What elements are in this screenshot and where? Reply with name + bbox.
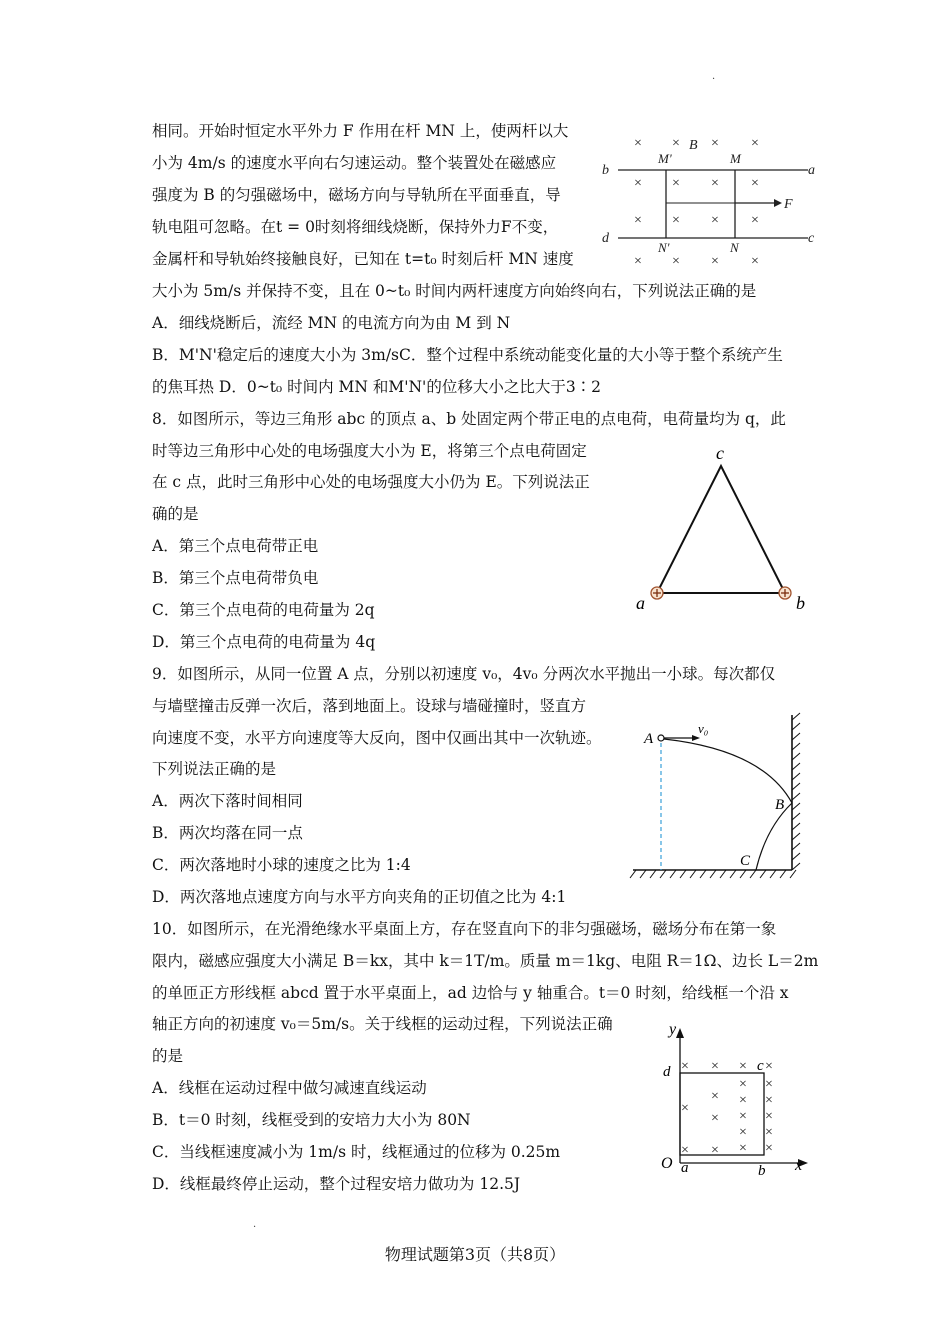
q10-label-d: d	[663, 1064, 671, 1080]
svg-text:×: ×	[672, 176, 680, 191]
q8-figure-triangle	[628, 440, 818, 615]
q10-stem-line-3: 的单匝正方形线框 abcd 置于水平桌面上，ad 边恰与 y 轴重合。t＝0 时刻，给线框一个沿 x	[152, 984, 789, 1002]
q10-option-b: B．t＝0 时刻，线框受到的安培力大小为 80N	[152, 1111, 471, 1129]
q9-stem-line-4: 下列说法正确的是	[152, 760, 277, 778]
q10-stem-line-2: 限内，磁感应强度大小满足 B＝kx，其中 k＝1T/m。质量 m＝1kg、电阻 R＝1Ω、边长 L＝2m	[152, 952, 819, 970]
decor-dot: ·	[712, 74, 716, 85]
q7-line-2: 小为 4m/s 的速度水平向右匀速运动。整个装置处在磁感应	[152, 154, 557, 172]
q7-label-F: F	[784, 197, 793, 212]
q8-stem-line-3: 在 c 点，此时三角形中心处的电场强度大小仍为 E。下列说法正	[152, 473, 590, 491]
q9-stem-line-3: 向速度不变，水平方向速度等大反向，图中仅画出其中一次轨迹。	[152, 729, 602, 747]
q10-label-y: y	[669, 1021, 677, 1038]
svg-text:×: ×	[751, 176, 759, 191]
q7-label-M-prime: M'	[658, 151, 672, 166]
q9-label-C: C	[740, 853, 751, 869]
svg-text:×: ×	[634, 176, 642, 191]
svg-text:×: ×	[765, 1077, 773, 1092]
q9-option-c: C．两次落地时小球的速度之比为 1:4	[152, 856, 411, 874]
q7-label-N-prime: N'	[658, 240, 670, 255]
q7-label-B: B	[689, 138, 698, 153]
svg-text:×: ×	[765, 1141, 773, 1156]
svg-text:×: ×	[634, 213, 642, 228]
svg-text:×: ×	[634, 254, 642, 269]
q9-option-b: B．两次均落在同一点	[152, 824, 303, 842]
q10-stem-line-4: 轴正方向的初速度 v₀＝5m/s。关于线框的运动过程，下列说法正确	[152, 1015, 613, 1033]
q10-figure-coil	[655, 1018, 825, 1183]
svg-text:×: ×	[739, 1059, 747, 1074]
q9-stem-line-2: 与墙壁撞击反弹一次后，落到地面上。设球与墙碰撞时，竖直方	[152, 697, 587, 715]
q9-option-d: D．两次落地点速度方向与水平方向夹角的正切值之比为 4:1	[152, 888, 567, 906]
svg-text:×: ×	[739, 1093, 747, 1108]
svg-text:×: ×	[739, 1125, 747, 1140]
q7-figure-rails	[598, 130, 828, 270]
svg-text:×: ×	[739, 1077, 747, 1092]
q7-line-4: 轨电阻可忽略。在t = 0时刻将细线烧断，保持外力F不变，	[152, 218, 559, 236]
q9-label-B: B	[775, 797, 785, 813]
q8-option-a: A．第三个点电荷带正电	[152, 537, 319, 555]
q7-line-3: 强度为 B 的匀强磁场中，磁场方向与导轨所在平面垂直，导	[152, 186, 561, 204]
q10-label-b: b	[758, 1163, 766, 1179]
svg-text:×: ×	[711, 136, 719, 151]
svg-text:×: ×	[765, 1059, 773, 1074]
svg-text:×: ×	[681, 1059, 689, 1074]
q8-option-b: B．第三个点电荷带负电	[152, 569, 319, 587]
svg-text:×: ×	[681, 1143, 689, 1158]
q9-option-a: A．两次下落时间相同	[152, 792, 303, 810]
svg-text:×: ×	[711, 213, 719, 228]
svg-text:×: ×	[672, 136, 680, 151]
q8-stem-line-1: 8．如图所示，等边三角形 abc 的顶点 a、b 处固定两个带正电的点电荷，电荷量均为 q，此	[152, 410, 786, 428]
q10-label-x: x	[795, 1157, 803, 1174]
svg-text:×: ×	[711, 1111, 719, 1126]
svg-text:×: ×	[765, 1093, 773, 1108]
q8-stem-line-2: 时等边三角形中心处的电场强度大小为 E，将第三个点电荷固定	[152, 442, 587, 460]
q8-option-d: D．第三个点电荷的电荷量为 4q	[152, 633, 376, 651]
svg-text:×: ×	[765, 1109, 773, 1124]
q10-option-a: A．线框在运动过程中做匀减速直线运动	[152, 1079, 427, 1097]
svg-text:×: ×	[739, 1109, 747, 1124]
svg-text:×: ×	[739, 1141, 747, 1156]
svg-text:×: ×	[751, 136, 759, 151]
q8-label-c: c	[716, 443, 724, 463]
q10-option-c: C．当线框速度减小为 1m/s 时，线框通过的位移为 0.25m	[152, 1143, 561, 1161]
q8-label-a: a	[636, 593, 645, 613]
q7-label-c: c	[808, 231, 815, 246]
q8-label-b: b	[796, 593, 805, 613]
q10-stem-line-1: 10．如图所示，在光滑绝缘水平桌面上方，存在竖直向下的非匀强磁场，磁场分布在第一象	[152, 920, 777, 938]
q7-option-b-c: B．M'N'稳定后的速度大小为 3m/sC．整个过程中系统动能变化量的大小等于整个系统产生	[152, 346, 783, 364]
q9-label-A: A	[644, 731, 654, 747]
q10-label-O: O	[661, 1155, 673, 1172]
q10-option-d: D．线框最终停止运动，整个过程安培力做功为 12.5J	[152, 1175, 521, 1193]
svg-text:×: ×	[765, 1125, 773, 1140]
svg-text:×: ×	[711, 1089, 719, 1104]
q10-stem-line-5: 的是	[152, 1047, 184, 1065]
svg-text:×: ×	[751, 254, 759, 269]
q9-label-v0: v₀	[698, 721, 709, 736]
q7-option-a: A．细线烧断后，流经 MN 的电流方向为由 M 到 N	[152, 314, 511, 332]
q7-label-a: a	[808, 163, 815, 178]
svg-text:×: ×	[634, 136, 642, 151]
svg-text:×: ×	[681, 1101, 689, 1116]
page-footer: 物理试题第3页（共8页）	[384, 1245, 566, 1264]
svg-text:×: ×	[711, 176, 719, 191]
svg-text:×: ×	[711, 254, 719, 269]
svg-text:×: ×	[711, 1059, 719, 1074]
q10-label-a: a	[681, 1160, 689, 1176]
q7-label-N: N	[730, 240, 739, 255]
q8-option-c: C．第三个点电荷的电荷量为 2q	[152, 601, 375, 619]
q9-figure-projectile	[628, 710, 818, 885]
svg-text:×: ×	[751, 213, 759, 228]
decor-dot: ·	[253, 1222, 257, 1233]
q7-line-1: 相同。开始时恒定水平外力 F 作用在杆 MN 上，使两杆以大	[152, 122, 569, 140]
svg-text:×: ×	[672, 254, 680, 269]
q9-stem-line-1: 9．如图所示，从同一位置 A 点，分别以初速度 v₀，4v₀ 分两次水平抛出一小球。每次都仅	[152, 665, 776, 683]
q7-line-6: 大小为 5m/s 并保持不变，且在 0~t₀ 时间内两杆速度方向始终向右，下列说法正确的是	[152, 282, 757, 300]
q7-option-c-d: 的焦耳热 D．0~t₀ 时间内 MN 和M'N'的位移大小之比大于3∶2	[152, 378, 602, 396]
q7-label-M: M	[730, 151, 741, 166]
q8-stem-line-4: 确的是	[152, 505, 199, 523]
q7-line-5: 金属杆和导轨始终接触良好，已知在 t=t₀ 时刻后杆 MN 速度	[152, 250, 574, 268]
q7-label-b: b	[602, 163, 609, 178]
q7-label-d: d	[602, 231, 609, 246]
q10-label-c: c	[757, 1058, 764, 1074]
svg-text:×: ×	[711, 1143, 719, 1158]
svg-text:×: ×	[672, 213, 680, 228]
